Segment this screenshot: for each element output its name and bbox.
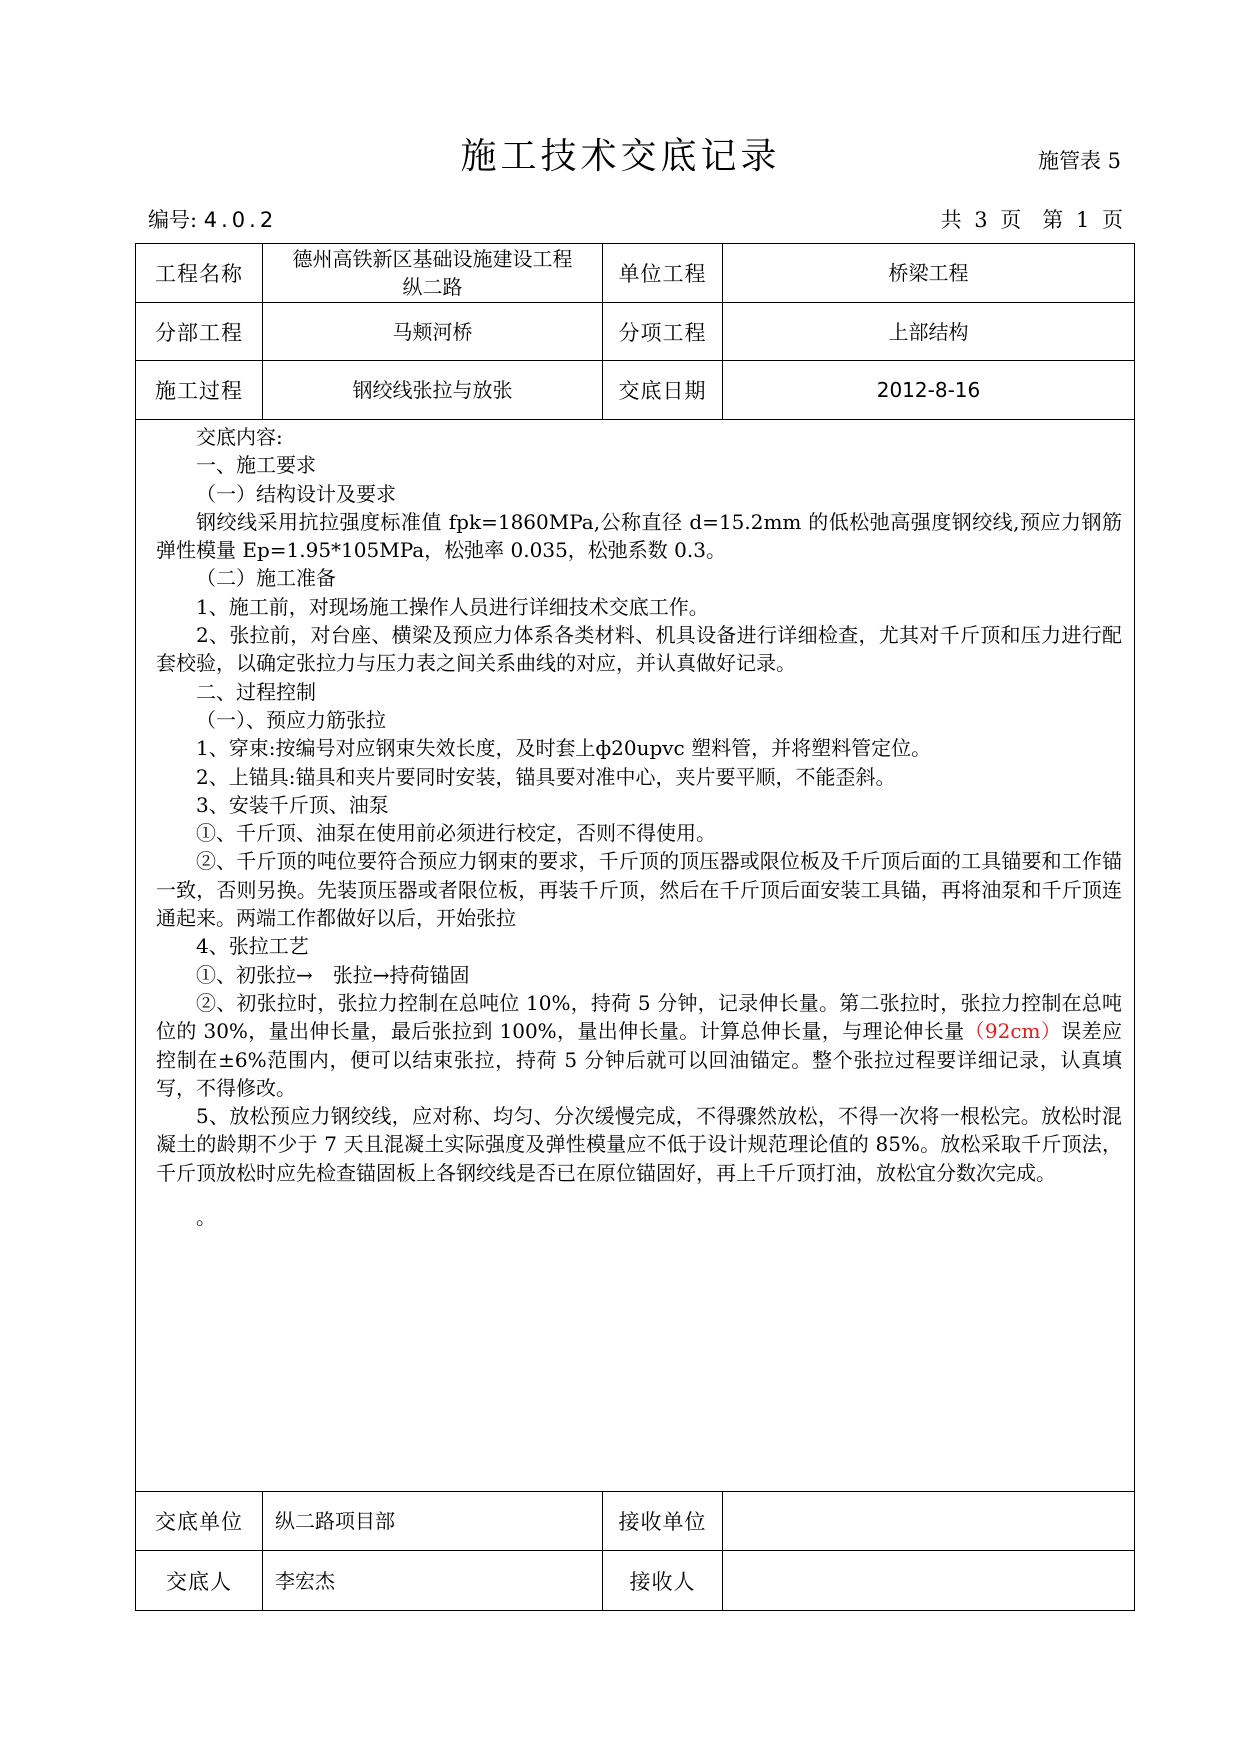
process-label: 施工过程 bbox=[155, 379, 243, 403]
content-paragraph: 2、上锚具:锚具和夹片要同时安装，锚具要对准中心，夹片要平顺，不能歪斜。 bbox=[196, 764, 896, 789]
process-value: 钢绞线张拉与放张 bbox=[262, 361, 602, 419]
content-paragraph: 5、放松预应力钢绞线，应对称、均匀、分次缓慢完成，不得骤然放松，不得一次将一根松完。放松时混凝土的龄期不少于 7 天且混凝土实际强度及弹性模量应不低于设计规范理论值的 85%。放松采取千斤顶法，千斤顶放松时应先检查锚固板上各钢绞线是否已在原位锚固好，再上千斤顶打油，放松宜分数次完成。 bbox=[156, 1104, 1122, 1185]
to-unit-value bbox=[722, 1492, 1134, 1550]
section-heading: 一、施工要求 bbox=[196, 453, 316, 478]
date-value: 2012-8-16 bbox=[722, 361, 1134, 419]
paragraph-text: ②、初张拉时，张拉力控制在总吨位 10%，持荷 5 分钟，记录伸长量。第二张拉时，张拉力控制在总吨位的 30%，量出伸长量，最后张拉到 100%，量出伸长量。计算总伸长量，与理论伸长量 bbox=[156, 990, 1122, 1044]
subsection-heading: （一）、预应力筋张拉 bbox=[196, 707, 386, 732]
from-person-value: 李宏杰 bbox=[262, 1551, 602, 1610]
code-value: 4.0.2 bbox=[203, 208, 278, 232]
row-persons bbox=[136, 1551, 1134, 1610]
row-division bbox=[136, 303, 1134, 361]
content-paragraph: 1、施工前，对现场施工操作人员进行详细技术交底工作。 bbox=[196, 594, 709, 619]
content-paragraph: ①、千斤顶、油泵在使用前必须进行校定，否则不得使用。 bbox=[196, 821, 716, 846]
content-paragraph: ①、初张拉→ 张拉→持荷锚固 bbox=[196, 962, 470, 987]
subsection-heading: （一）结构设计及要求 bbox=[196, 481, 396, 506]
from-person-label: 交底人 bbox=[166, 1569, 232, 1594]
project-name-line1: 德州高铁新区基础设施建设工程 bbox=[292, 247, 573, 271]
from-unit-label: 交底单位 bbox=[155, 1510, 243, 1534]
row-project bbox=[136, 244, 1134, 303]
to-person-label: 接收人 bbox=[602, 1551, 722, 1610]
unit-project-label: 单位工程 bbox=[602, 244, 722, 302]
to-unit-label: 接收单位 bbox=[602, 1492, 722, 1550]
item-label: 分项工程 bbox=[602, 303, 722, 360]
unit-project-value: 桥梁工程 bbox=[722, 244, 1134, 302]
document-code bbox=[148, 204, 277, 234]
project-name-line2: 纵二路 bbox=[402, 275, 463, 299]
item-value: 上部结构 bbox=[722, 303, 1134, 360]
to-person-value bbox=[722, 1551, 1134, 1610]
content-paragraph: 4、张拉工艺 bbox=[196, 934, 309, 959]
content-paragraph: ②、千斤顶的吨位要符合预应力钢束的要求，千斤顶的顶压器或限位板及千斤顶后面的工具锚要和工作锚一致，否则另换。先装顶压器或者限位板，再装千斤顶，然后在千斤顶后面安装工具锚，再将油泵和千斤顶连通起来。两端工作都做好以后，开始张拉 bbox=[156, 849, 1122, 931]
content-paragraph bbox=[156, 989, 1122, 1102]
content-paragraph: 。 bbox=[196, 1205, 216, 1230]
disclosure-content bbox=[136, 420, 1134, 1492]
content-paragraph: 2、张拉前，对台座、横梁及预应力体系各类材料、机具设备进行详细检查，尤其对千斤顶和压力进行配套校验，以确定张拉力与压力表之间关系曲线的对应，并认真做好记录。 bbox=[156, 623, 1122, 676]
from-unit-value: 纵二路项目部 bbox=[262, 1492, 602, 1550]
section-heading: 二、过程控制 bbox=[196, 679, 316, 704]
project-name-label: 工程名称 bbox=[155, 262, 243, 286]
form-number: 施管表 5 bbox=[1037, 149, 1121, 173]
row-process bbox=[136, 361, 1134, 420]
date-label: 交底日期 bbox=[602, 361, 722, 419]
page-title: 施工技术交底记录 bbox=[460, 136, 781, 177]
paragraph-text: 误差应控制在±6%范围内，便可以结束张拉，持荷 5 分钟后就可以回油锚定。整个张拉过程要详细记录，认真填写，不得修改。 bbox=[156, 1019, 1122, 1100]
row-units bbox=[136, 1492, 1134, 1551]
code-label: 编号: bbox=[148, 208, 198, 232]
subsection-heading: （二）施工准备 bbox=[196, 566, 336, 591]
content-paragraph: 钢绞线采用抗拉强度标准值 fpk=1860MPa,公称直径 d=15.2mm 的低松弛高强度钢绞线,预应力钢筋弹性模量 Ep=1.95*105MPa，松弛率 0.035，松弛系数 0.3。 bbox=[156, 509, 1122, 563]
division-value: 马颊河桥 bbox=[262, 303, 602, 360]
content-paragraph: 3、安装千斤顶、油泵 bbox=[196, 792, 389, 817]
page-count: 共 3 页 第 1 页 bbox=[940, 208, 1123, 232]
highlighted-value: （92cm） bbox=[964, 1019, 1062, 1044]
content-heading: 交底内容: bbox=[196, 425, 283, 449]
record-table bbox=[135, 243, 1135, 1611]
division-label: 分部工程 bbox=[155, 320, 243, 345]
content-paragraph: 1、穿束:按编号对应钢束失效长度，及时套上ф20upvc 塑料管，并将塑料管定位。 bbox=[196, 736, 932, 761]
project-name-value bbox=[262, 244, 602, 302]
